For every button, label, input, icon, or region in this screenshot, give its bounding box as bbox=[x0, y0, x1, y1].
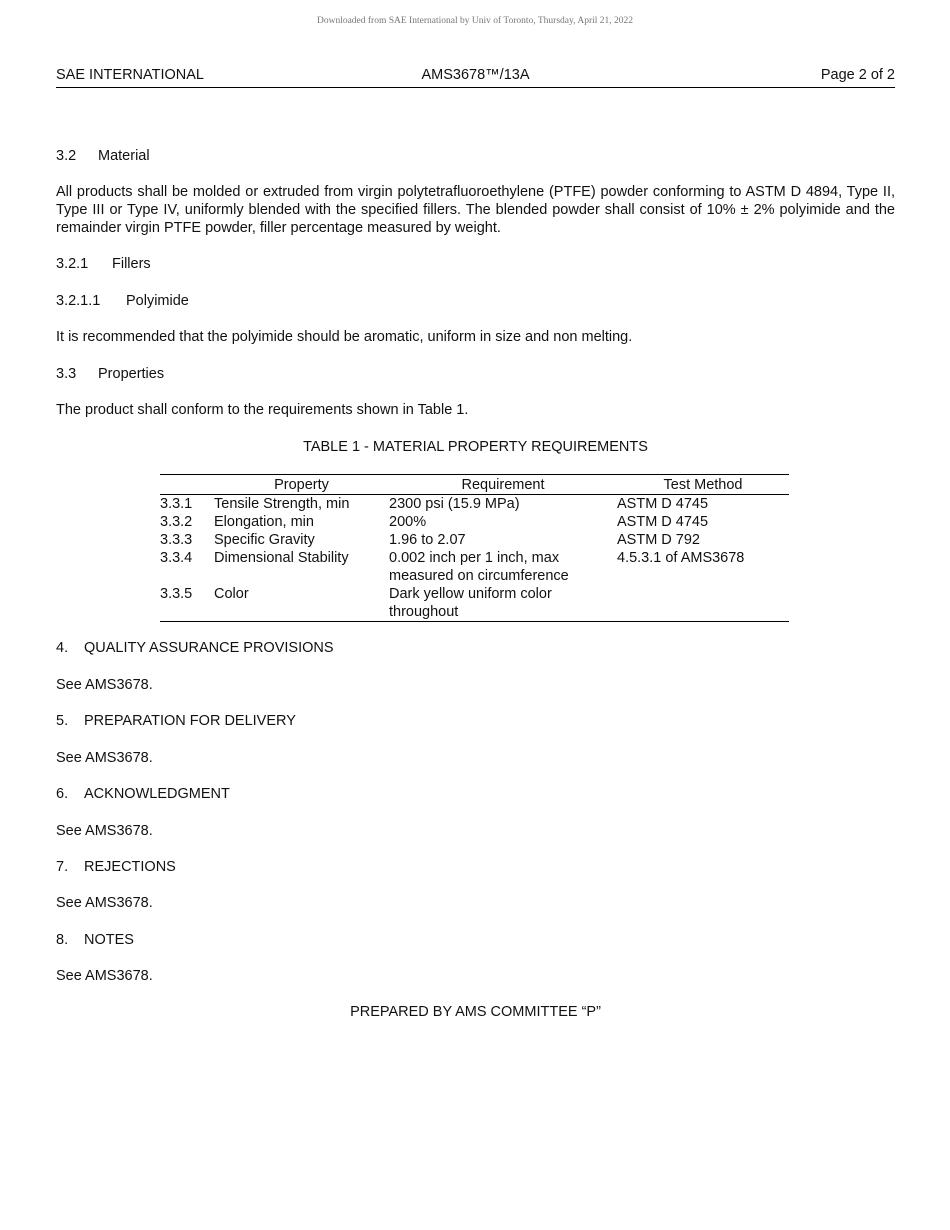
section-title: NOTES bbox=[84, 932, 134, 948]
section-3-2-1-1-paragraph: It is recommended that the polyimide should be aromatic, uniform in size and non melting. bbox=[56, 329, 633, 345]
section-7-heading bbox=[56, 858, 895, 876]
row-property: Color bbox=[214, 585, 389, 622]
table-row bbox=[160, 549, 789, 585]
row-test-method: ASTM D 792 bbox=[617, 532, 700, 548]
section-number: 4. bbox=[56, 640, 69, 656]
section-5-heading bbox=[56, 712, 895, 730]
requirement-line-2: throughout bbox=[389, 604, 459, 620]
row-test-method: ASTM D 4745 bbox=[617, 514, 709, 530]
section-number: 6. bbox=[56, 786, 69, 802]
requirement-line-1: 0.002 inch per 1 inch, max bbox=[389, 550, 560, 566]
row-number: 3.3.1 bbox=[160, 496, 193, 512]
section-3-3-paragraph: The product shall conform to the requirements shown in Table 1. bbox=[56, 402, 469, 418]
section-number: 5. bbox=[56, 713, 69, 729]
section-3-2-1-heading bbox=[56, 255, 895, 273]
row-requirement bbox=[389, 549, 617, 585]
row-requirement: 1.96 to 2.07 bbox=[389, 532, 466, 548]
page-header bbox=[56, 67, 895, 88]
section-number: 8. bbox=[56, 932, 69, 948]
table-row bbox=[160, 495, 789, 514]
row-test-method: 4.5.3.1 of AMS3678 bbox=[617, 550, 745, 566]
row-property: Specific Gravity bbox=[214, 532, 315, 548]
section-7-paragraph: See AMS3678. bbox=[56, 895, 153, 911]
table-title: TABLE 1 - MATERIAL PROPERTY REQUIREMENTS bbox=[303, 439, 648, 455]
section-8-paragraph: See AMS3678. bbox=[56, 968, 153, 984]
section-3-3-heading bbox=[56, 365, 895, 383]
section-5-paragraph: See AMS3678. bbox=[56, 750, 153, 766]
section-number: 3.2.1 bbox=[56, 256, 89, 272]
section-title: PREPARATION FOR DELIVERY bbox=[84, 713, 296, 729]
row-test-method bbox=[617, 585, 789, 622]
section-number: 7. bbox=[56, 859, 69, 875]
table-header-test-method: Test Method bbox=[617, 475, 789, 495]
section-4-paragraph: See AMS3678. bbox=[56, 677, 153, 693]
row-number: 3.3.5 bbox=[160, 585, 214, 622]
header-org: SAE INTERNATIONAL bbox=[56, 67, 204, 83]
section-6-heading bbox=[56, 785, 895, 803]
prepared-by-footer: PREPARED BY AMS COMMITTEE “P” bbox=[350, 1004, 601, 1020]
section-title: QUALITY ASSURANCE PROVISIONS bbox=[84, 640, 334, 656]
requirement-line-2: measured on circumference bbox=[389, 568, 569, 584]
row-requirement: 2300 psi (15.9 MPa) bbox=[389, 496, 520, 512]
table-row bbox=[160, 531, 789, 549]
row-property: Dimensional Stability bbox=[214, 550, 349, 566]
row-test-method: ASTM D 4745 bbox=[617, 496, 709, 512]
table-header-requirement: Requirement bbox=[389, 475, 617, 495]
header-page-number: Page 2 of 2 bbox=[820, 67, 895, 83]
section-title: Fillers bbox=[112, 256, 151, 272]
table-header-blank bbox=[160, 475, 214, 495]
section-number: 3.2.1.1 bbox=[56, 293, 101, 309]
row-number: 3.3.4 bbox=[160, 550, 193, 566]
section-3-2-paragraph: All products shall be molded or extruded from virgin polytetrafluoroethylene (PTFE) powder conforming to ASTM D 4894, Type II, Type III or Type IV, uniformly blended with the specified fillers. The blended powder shall consist of 10% ± 2% polyimide and the remainder virgin PTFE powder, filler percentage measured by weight. bbox=[56, 184, 895, 236]
row-property: Elongation, min bbox=[214, 514, 314, 530]
section-number: 3.2 bbox=[56, 148, 77, 164]
download-watermark: Downloaded from SAE International by Univ of Toronto, Thursday, April 21, 2022 bbox=[316, 16, 634, 26]
section-title: Material bbox=[98, 148, 150, 164]
row-number: 3.3.2 bbox=[160, 514, 193, 530]
section-title: Properties bbox=[98, 366, 165, 382]
requirement-line-1: Dark yellow uniform color bbox=[389, 586, 552, 602]
section-3-2-heading bbox=[56, 147, 895, 165]
section-3-2-1-1-heading bbox=[56, 292, 895, 310]
section-4-heading bbox=[56, 639, 895, 657]
table-header-property: Property bbox=[214, 475, 389, 495]
section-6-paragraph: See AMS3678. bbox=[56, 823, 153, 839]
table-header-row bbox=[160, 475, 789, 495]
material-property-table bbox=[160, 474, 789, 622]
row-number: 3.3.3 bbox=[160, 532, 193, 548]
section-8-heading bbox=[56, 931, 895, 949]
section-title: REJECTIONS bbox=[84, 859, 176, 875]
row-requirement bbox=[389, 585, 617, 622]
table-row bbox=[160, 585, 789, 622]
section-number: 3.3 bbox=[56, 366, 77, 382]
table-row bbox=[160, 513, 789, 531]
row-property: Tensile Strength, min bbox=[214, 496, 350, 512]
row-requirement: 200% bbox=[389, 514, 427, 530]
section-title: ACKNOWLEDGMENT bbox=[84, 786, 230, 802]
section-title: Polyimide bbox=[126, 293, 189, 309]
header-doc-number: AMS3678™/13A bbox=[421, 67, 530, 83]
